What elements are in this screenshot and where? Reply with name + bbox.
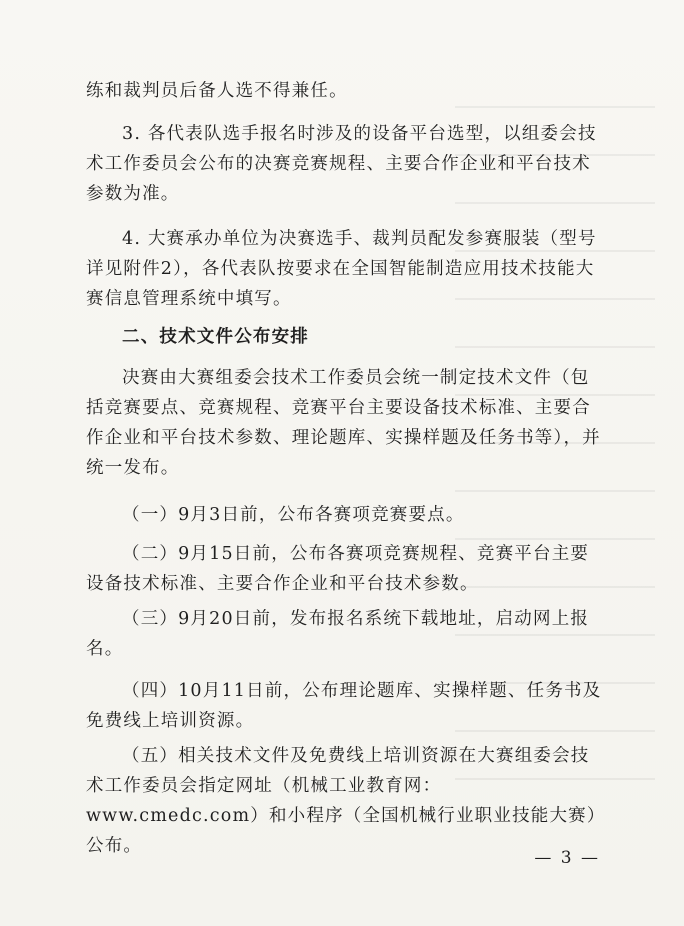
paragraph-continuation: 练和裁判员后备人选不得兼任。 bbox=[86, 81, 348, 101]
schedule-item-5: （五）相关技术文件及免费线上培训资源在大赛组委会技术工作委员会指定网址（机械工业教育网：www.cmedc.com）和小程序（全国机械行业职业技能大赛）公布。 bbox=[86, 746, 606, 856]
paragraph-item-3: 3. 各代表队选手报名时涉及的设备平台选型，以组委会技术工作委员会公布的决赛竞赛规程、主要合作企业和平台技术参数为准。 bbox=[86, 124, 597, 204]
paragraph-tech-docs: 决赛由大赛组委会技术工作委员会统一制定技术文件（包括竞赛要点、竞赛规程、竞赛平台主要设备技术标准、主要合作企业和平台技术参数、理论题库、实操样题及任务书等），并统一发布。 bbox=[86, 368, 601, 478]
schedule-item-3: （三）9月20日前，发布报名系统下载地址，启动网上报名。 bbox=[86, 609, 590, 659]
page-number: — 3 — bbox=[534, 848, 600, 868]
schedule-item-2: （二）9月15日前，公布各赛项竞赛规程、竞赛平台主要设备技术标准、主要合作企业和平台技术参数。 bbox=[86, 544, 590, 594]
schedule-item-4: （四）10月11日前，公布理论题库、实操样题、任务书及免费线上培训资源。 bbox=[86, 681, 602, 731]
section-heading-2: 二、技术文件公布安排 bbox=[122, 327, 309, 347]
paragraph-item-4: 4. 大赛承办单位为决赛选手、裁判员配发参赛服装（型号详见附件2），各代表队按要求在全国智能制造应用技术技能大赛信息管理系统中填写。 bbox=[86, 229, 597, 309]
schedule-item-1: （一）9月3日前，公布各赛项竞赛要点。 bbox=[122, 505, 465, 525]
